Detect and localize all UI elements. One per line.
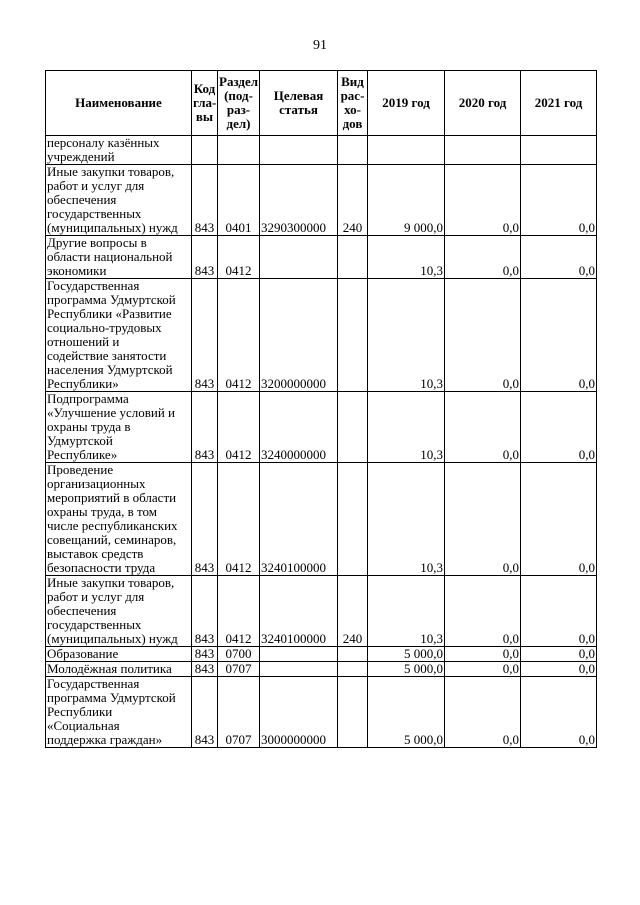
- table-row: [46, 392, 597, 463]
- cell-section: 0707: [218, 677, 260, 748]
- header-section: Раздел (под- раз- дел): [218, 71, 260, 136]
- cell-2019: 10,3: [368, 576, 445, 647]
- table-row: [46, 236, 597, 279]
- header-row: [46, 71, 597, 136]
- cell-target: [260, 136, 338, 165]
- cell-2019: 5 000,0: [368, 662, 445, 677]
- cell-section: 0401: [218, 165, 260, 236]
- cell-section: 0412: [218, 463, 260, 576]
- cell-target: 3200000000: [260, 279, 338, 392]
- table-row: [46, 677, 597, 748]
- cell-target: [260, 236, 338, 279]
- header-target: Целевая статья: [260, 71, 338, 136]
- table-row: [46, 463, 597, 576]
- cell-expense-type: [338, 677, 368, 748]
- cell-target: 3290300000: [260, 165, 338, 236]
- cell-expense-type: [338, 136, 368, 165]
- cell-code: 843: [192, 576, 218, 647]
- cell-section: 0707: [218, 662, 260, 677]
- cell-code: 843: [192, 463, 218, 576]
- cell-expense-type: [338, 662, 368, 677]
- cell-2021: [521, 136, 597, 165]
- cell-name: Проведение организационных мероприятий в области охраны труда, в том числе республиканских совещаний, семинаров, выставок средств безопасности труда: [46, 463, 192, 576]
- cell-code: 843: [192, 677, 218, 748]
- cell-2021: 0,0: [521, 677, 597, 748]
- cell-2020: 0,0: [445, 662, 521, 677]
- header-code: Код гла- вы: [192, 71, 218, 136]
- cell-2019: 10,3: [368, 279, 445, 392]
- cell-target: 3240100000: [260, 463, 338, 576]
- cell-2020: 0,0: [445, 647, 521, 662]
- header-expense-type: Вид рас- хо- дов: [338, 71, 368, 136]
- cell-2020: 0,0: [445, 677, 521, 748]
- cell-code: [192, 136, 218, 165]
- cell-section: 0412: [218, 236, 260, 279]
- page-number: 91: [313, 38, 327, 53]
- cell-2019: 5 000,0: [368, 677, 445, 748]
- cell-name: Молодёжная политика: [46, 662, 192, 677]
- cell-expense-type: [338, 236, 368, 279]
- cell-code: 843: [192, 392, 218, 463]
- cell-target: [260, 662, 338, 677]
- cell-2019: [368, 136, 445, 165]
- cell-target: 3000000000: [260, 677, 338, 748]
- cell-2019: 10,3: [368, 463, 445, 576]
- cell-2021: 0,0: [521, 392, 597, 463]
- cell-2020: 0,0: [445, 576, 521, 647]
- cell-2021: 0,0: [521, 463, 597, 576]
- cell-2019: 5 000,0: [368, 647, 445, 662]
- cell-2021: 0,0: [521, 576, 597, 647]
- cell-name: Образование: [46, 647, 192, 662]
- cell-code: 843: [192, 647, 218, 662]
- cell-2020: 0,0: [445, 392, 521, 463]
- cell-2021: 0,0: [521, 647, 597, 662]
- table-row: [46, 165, 597, 236]
- cell-name: Государственная программа Удмуртской Республики «Развитие социально-трудовых отношений и содействие занятости населения Удмуртской Республики»: [46, 279, 192, 392]
- cell-name: Другие вопросы в области национальной экономики: [46, 236, 192, 279]
- cell-code: 843: [192, 279, 218, 392]
- cell-2020: [445, 136, 521, 165]
- cell-2019: 10,3: [368, 392, 445, 463]
- header-2019: 2019 год: [368, 71, 445, 136]
- cell-expense-type: 240: [338, 165, 368, 236]
- cell-target: [260, 647, 338, 662]
- cell-code: 843: [192, 236, 218, 279]
- cell-expense-type: 240: [338, 576, 368, 647]
- cell-2020: 0,0: [445, 279, 521, 392]
- cell-name: Подпрограмма «Улучшение условий и охраны труда в Удмуртской Республике»: [46, 392, 192, 463]
- header-2020: 2020 год: [445, 71, 521, 136]
- cell-name: персоналу казённых учреждений: [46, 136, 192, 165]
- cell-target: 3240000000: [260, 392, 338, 463]
- cell-expense-type: [338, 392, 368, 463]
- cell-name: Иные закупки товаров, работ и услуг для обеспечения государственных (муниципальных) нужд: [46, 165, 192, 236]
- cell-2019: 10,3: [368, 236, 445, 279]
- table-row: [46, 662, 597, 677]
- cell-expense-type: [338, 279, 368, 392]
- cell-2021: 0,0: [521, 279, 597, 392]
- cell-2021: 0,0: [521, 236, 597, 279]
- cell-expense-type: [338, 463, 368, 576]
- budget-table: [45, 70, 597, 748]
- table-row: [46, 279, 597, 392]
- cell-name: Иные закупки товаров, работ и услуг для обеспечения государственных (муниципальных) нужд: [46, 576, 192, 647]
- cell-target: 3240100000: [260, 576, 338, 647]
- cell-section: 0412: [218, 576, 260, 647]
- cell-code: 843: [192, 165, 218, 236]
- header-name: Наименование: [46, 71, 192, 136]
- cell-section: [218, 136, 260, 165]
- cell-code: 843: [192, 662, 218, 677]
- header-2021: 2021 год: [521, 71, 597, 136]
- cell-section: 0412: [218, 392, 260, 463]
- cell-2020: 0,0: [445, 165, 521, 236]
- table-row: [46, 576, 597, 647]
- cell-2021: 0,0: [521, 165, 597, 236]
- cell-2021: 0,0: [521, 662, 597, 677]
- cell-section: 0412: [218, 279, 260, 392]
- cell-expense-type: [338, 647, 368, 662]
- cell-2020: 0,0: [445, 463, 521, 576]
- cell-name: Государственная программа Удмуртской Республики «Социальная поддержка граждан»: [46, 677, 192, 748]
- table-row: [46, 647, 597, 662]
- cell-section: 0700: [218, 647, 260, 662]
- cell-2020: 0,0: [445, 236, 521, 279]
- cell-2019: 9 000,0: [368, 165, 445, 236]
- table-row: [46, 136, 597, 165]
